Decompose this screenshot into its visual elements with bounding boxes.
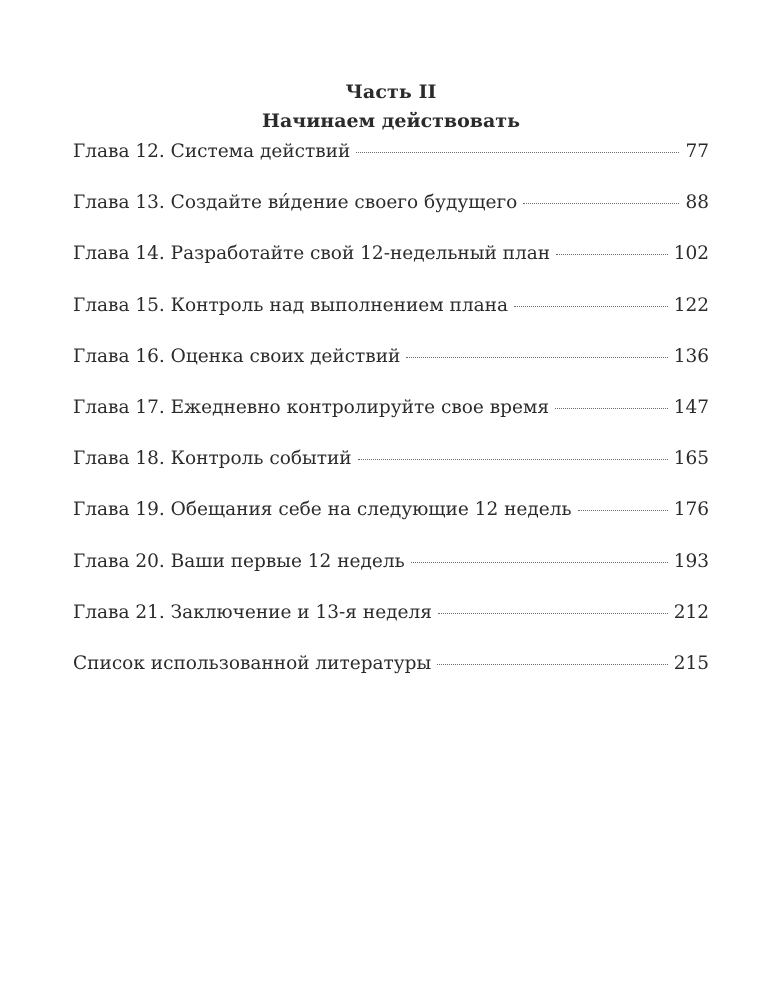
toc-entry-page: 212 xyxy=(673,601,709,623)
toc-entry-bibliography[interactable] xyxy=(73,652,709,703)
toc-entry-title: Список использованной литературы xyxy=(73,652,432,674)
toc-entry-title: Глава 19. Обещания себе на следующие 12 недель xyxy=(73,499,572,521)
dot-leader xyxy=(578,510,668,511)
dot-leader xyxy=(356,152,679,153)
toc-entry-title: Глава 18. Контроль событий xyxy=(73,448,352,470)
toc-entry-chapter-14[interactable] xyxy=(73,242,709,293)
toc-entry-page: 165 xyxy=(673,448,709,470)
dot-leader xyxy=(555,408,668,409)
toc-entry-title: Глава 12. Система действий xyxy=(73,141,351,162)
toc-entry-title: Глава 15. Контроль над выполнением плана xyxy=(73,294,508,316)
toc-entry-page: 193 xyxy=(673,550,709,572)
dot-leader xyxy=(411,562,668,563)
toc-entry-chapter-20[interactable] xyxy=(73,550,709,601)
toc-entry-title: Глава 14. Разработайте свой 12-недельный план xyxy=(73,243,551,265)
toc-entry-chapter-13[interactable] xyxy=(73,191,709,242)
dot-leader xyxy=(438,613,668,614)
toc-entry-chapter-12[interactable] xyxy=(73,140,709,191)
toc-entry-title: Глава 21. Заключение и 13-я неделя xyxy=(73,601,432,623)
toc-entry-title: Глава 20. Ваши первые 12 недель xyxy=(73,550,405,572)
toc-entry-page: 122 xyxy=(673,294,709,316)
part-label: Часть II xyxy=(345,81,437,103)
dot-leader xyxy=(523,203,679,204)
toc-entry-chapter-16[interactable] xyxy=(73,345,709,396)
dot-leader xyxy=(406,357,667,358)
toc-entry-title: Глава 16. Оценка своих действий xyxy=(73,345,401,367)
toc-entry-page: 215 xyxy=(673,652,709,674)
toc-entry-chapter-18[interactable] xyxy=(73,447,709,498)
dot-leader xyxy=(514,306,668,307)
toc-entry-page: 176 xyxy=(673,499,709,521)
table-of-contents xyxy=(73,140,709,703)
toc-entry-chapter-17[interactable] xyxy=(73,396,709,447)
toc-entry-title: Глава 17. Ежедневно контролируйте свое время xyxy=(73,396,550,418)
toc-entry-page: 136 xyxy=(673,345,709,367)
part-title: Начинаем действовать xyxy=(262,110,520,132)
toc-entry-chapter-21[interactable] xyxy=(73,601,709,652)
toc-entry-chapter-19[interactable] xyxy=(73,498,709,549)
dot-leader xyxy=(358,459,668,460)
dot-leader xyxy=(437,664,667,665)
toc-entry-page: 77 xyxy=(685,141,709,162)
toc-entry-chapter-15[interactable] xyxy=(73,294,709,345)
toc-entry-page: 147 xyxy=(673,396,709,418)
dot-leader xyxy=(556,254,668,255)
toc-entry-title: Глава 13. Создайте ви́дение своего будущего xyxy=(73,192,518,214)
toc-entry-page: 88 xyxy=(685,192,709,214)
toc-entry-page: 102 xyxy=(673,243,709,265)
